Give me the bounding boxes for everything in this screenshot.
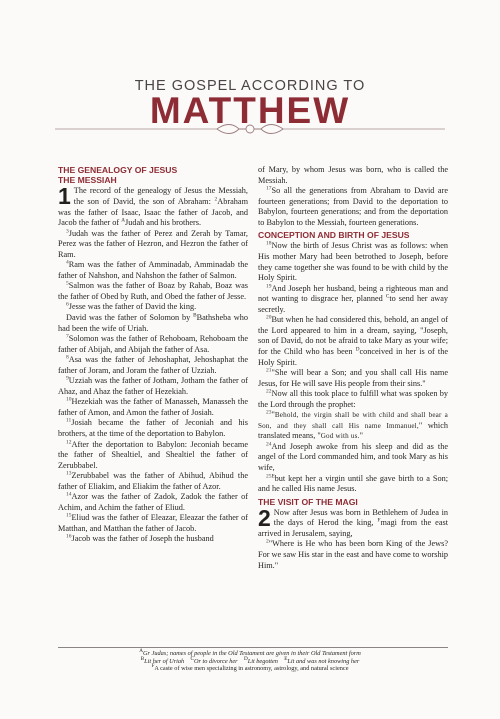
verse-4: $^4$Ram was the father of Amminadab, Amminadab the father of Nahshon, and Nahshon the father of Salmon. <box>58 259 248 280</box>
chapter-2-verse-2: $^2$"Where is He who has been born King of the Jews? For we saw His star in the east and have come to worship Him." <box>258 538 448 570</box>
left-column <box>58 163 248 545</box>
verse-16: $^{16}$Jacob was the father of Joseph the husband <box>66 533 214 544</box>
footnote-row-2: $^B$Lit her of Uriah $^C$Or to divorce her $^D$Lit begotten $^E$Lit and was not knowing her <box>140 655 360 665</box>
verse-21: $^{21}$"She will bear a Son; and you shall call His name Jesus, for He will save His people from their sins." <box>258 367 448 388</box>
verse-1: 1 The record of the genealogy of Jesus the Messiah, the son of David, the son of Abraham: $^2$Abraham was the father of Isaac, Isaac the father of Jacob, and Jacob the father of $^A$Judah and his brothers. <box>58 183 248 228</box>
section-heading-birth: CONCEPTION AND BIRTH OF JESUS <box>258 230 410 241</box>
verse-25: $^{25E}$but kept her a virgin until she gave birth to a Son; and he called His name Jesus. <box>258 472 448 494</box>
verse-10: $^{10}$Hezekiah was the father of Manasseh, Manasseh the father of Amon, and Amon the father of Josiah. <box>58 396 248 417</box>
title-ornament-icon <box>55 122 445 136</box>
verse-6b: David was the father of Solomon by $^B$Bathsheba who had been the wife of Uriah. <box>58 312 248 333</box>
footnote-mark: C <box>385 293 390 300</box>
verse-12: $^{12}$After the deportation to Babylon: Jeconiah became the father of Shealtiel, and Shealtiel the father of Zerubbabel. <box>58 438 248 470</box>
footnote-a: $^A$Gr Judas; names of people in the Old Testament are given in their Old Testament form <box>139 647 361 657</box>
right-column <box>258 165 448 571</box>
footnote-f: $^F$A caste of wise men specializing in astronomy, astrology, and natural science <box>151 663 349 673</box>
verse-8: $^8$Asa was the father of Jehoshaphat, Jehoshaphat the father of Joram, and Joram the father of Uzziah. <box>58 354 248 375</box>
verse-23: $^{23}$"Behold, the virgin shall be with child and shall bear a Son, and they shall call His name Immanuel," which translated means, "God with us." <box>258 409 448 441</box>
verse-20: $^{20}$But when he had considered this, behold, an angel of the Lord appeared to him in a dream, saying, "Joseph, son of David, do not be afraid to take Mary as your wife; for the Child who has been $^D$conceived in her is of the Holy Spirit. <box>258 314 448 367</box>
verse-19: $^{19}$And Joseph her husband, being a righteous man and not wanting to disgrace her, planned $^C$to send her away secretly. <box>258 282 449 314</box>
verse-11: $^{11}$Josiah became the father of Jeconiah and his brothers, at the time of the deportation to Babylon. <box>58 417 248 438</box>
verse-6: $^6$Jesse was the father of David the king. <box>66 301 197 312</box>
verse-18: $^{18}$Now the birth of Jesus Christ was as follows: when His mother Mary had been betrothed to Joseph, before they came together she was found to be with child by the Holy Spirit. <box>258 240 448 283</box>
footnote-mark: E <box>271 472 275 479</box>
chapter-2-verse-1: 2 Now after Jesus was born in Bethlehem of Judea in the days of Herod the king, $^F$magi from the east arrived in Jerusalem, saying, <box>258 504 448 538</box>
verse-7: $^7$Solomon was the father of Rehoboam, Rehoboam the father of Abijah, and Abijah the father of Asa. <box>58 333 248 354</box>
verse-17: $^{17}$So all the generations from Abraham to David are fourteen generations; from David to the deportation to Babylon, fourteen generations; and from the deportation to Babylon to the Messiah, fourteen generations. <box>258 185 448 227</box>
footnote-mark: D <box>355 346 360 353</box>
footnote-mark: B <box>193 312 197 319</box>
book-title: MATTHEW <box>149 90 351 131</box>
section-heading-genealogy: THE GENEALOGY OF JESUS THE MESSIAH <box>58 165 178 186</box>
verse-5: $^5$Salmon was the father of Boaz by Rahab, Boaz was the father of Obed by Ruth, and Obed the father of Jesse. <box>58 280 248 301</box>
footnote-divider <box>58 647 448 648</box>
footnotes <box>40 647 460 673</box>
verse-24: $^{24}$And Joseph awoke from his sleep and did as the angel of the Lord commanded him, and took Mary as his wife, <box>258 441 448 472</box>
chapter-number: 1 <box>58 183 71 210</box>
footnote-mark: F <box>377 517 381 524</box>
verse-9: $^9$Uzziah was the father of Jotham, Jotham the father of Ahaz, and Ahaz the father of Hezekiah. <box>58 375 248 396</box>
chapter-number: 2 <box>258 504 271 531</box>
verse-16-cont: of Mary, by whom Jesus was born, who is called the Messiah. <box>258 165 448 185</box>
footnote-mark: A <box>121 217 125 224</box>
verse-3: $^3$Judah was the father of Perez and Zerah by Tamar, Perez was the father of Hezron, and Hezron the father of Ram. <box>58 227 248 259</box>
verse-22: $^{22}$Now all this took place to fulfill what was spoken by the Lord through the prophet: <box>258 388 448 409</box>
verse-14: $^{14}$Azor was the father of Zadok, Zadok the father of Achim, and Achim the father of Eliud. <box>58 491 248 512</box>
section-heading-magi: THE VISIT OF THE MAGI <box>258 496 358 507</box>
book-subtitle: THE GOSPEL ACCORDING TO <box>134 78 366 94</box>
verse-15: $^{15}$Eliud was the father of Eleazar, Eleazar the father of Matthan, and Matthan the father of Jacob. <box>58 512 248 533</box>
verse-13: $^{13}$Zerubbabel was the father of Abihud, Abihud the father of Eliakim, and Eliakim the father of Azor. <box>58 470 248 491</box>
